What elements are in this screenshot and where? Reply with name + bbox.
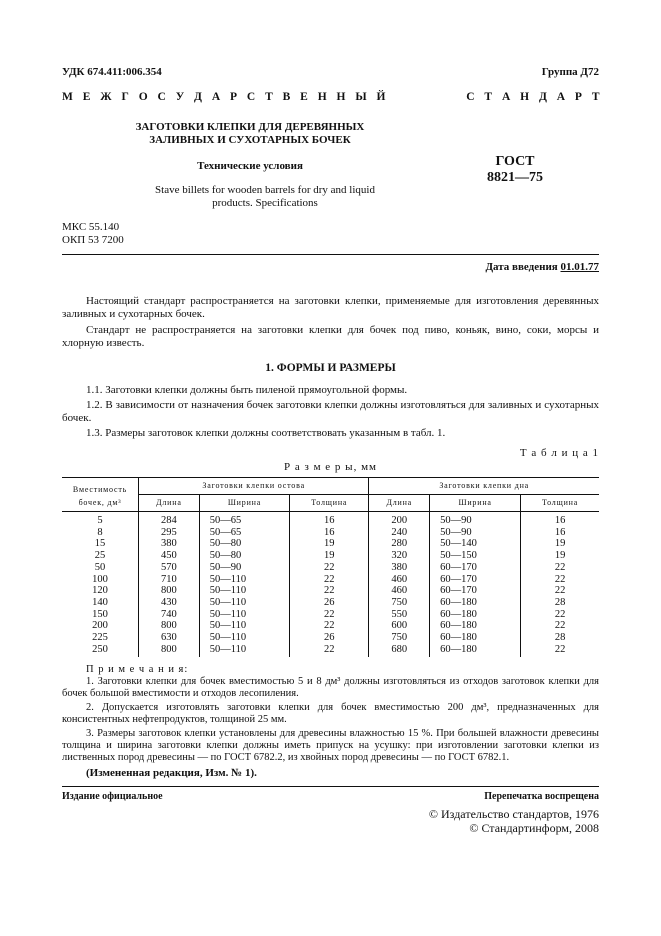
group-bottom-staves: Заготовки клепки дна <box>369 478 599 495</box>
table-row <box>62 644 599 658</box>
english-title: Stave billets for wooden barrels for dry and liquid products. Specifications <box>155 184 375 209</box>
table-cell: 22 <box>521 620 599 632</box>
table-row <box>62 527 599 539</box>
table-cell: 460 <box>369 585 430 597</box>
title-line-2: ЗАЛИВНЫХ И СУХОТАРНЫХ БОЧЕК <box>149 134 351 146</box>
table-cell: 50—80 <box>199 550 289 562</box>
table-cell: 60—180 <box>430 644 521 658</box>
table-cell: 16 <box>521 512 599 527</box>
table-row <box>62 562 599 574</box>
section-item: 1.3. Размеры заготовок клепки должны соответствовать указанным в табл. 1. <box>86 427 446 439</box>
table-cell: 800 <box>139 620 200 632</box>
section-items <box>62 384 599 440</box>
table-cell: 16 <box>290 527 369 539</box>
document-title <box>100 121 400 147</box>
table-cell: 50—80 <box>199 538 289 550</box>
table-row <box>62 609 599 621</box>
table-cell: 740 <box>139 609 200 621</box>
table-cell: 430 <box>139 597 200 609</box>
group-code: Группа Д72 <box>541 66 599 78</box>
table-cell: 60—170 <box>430 562 521 574</box>
gost-number: 8821—75 <box>487 170 543 185</box>
gost-word: ГОСТ <box>495 154 535 169</box>
table-cell: 60—180 <box>430 620 521 632</box>
effective-date <box>485 261 599 273</box>
table-cell: 50—65 <box>199 512 289 527</box>
gost-label <box>470 154 560 186</box>
note-item: 1. Заготовки клепки для бочек вместимостью 5 и 8 дм³ должны изготовляться из отходов заготовок клепки для бочек большой вместимости и отходов лесопиления. <box>62 676 599 699</box>
table-cell: 200 <box>92 620 108 632</box>
table-cell: 100 <box>92 573 108 585</box>
table-cell: 60—180 <box>430 597 521 609</box>
table-cell: 26 <box>290 597 369 609</box>
table-cell: 50—90 <box>430 527 521 539</box>
document-subtitle: Технические условия <box>197 160 303 172</box>
table-cell: 60—180 <box>430 609 521 621</box>
section-heading: 1. ФОРМЫ И РАЗМЕРЫ <box>265 362 396 374</box>
table-cell: 22 <box>521 574 599 586</box>
udk-code: УДК 674.411:006.354 <box>62 66 162 78</box>
table-cell: 284 <box>139 512 200 527</box>
table-cell: 50—110 <box>199 574 289 586</box>
col-thickness: Толщина <box>290 495 369 512</box>
table-cell: 280 <box>369 538 430 550</box>
table-cell: 60—170 <box>430 574 521 586</box>
table-cell: 22 <box>521 562 599 574</box>
table-cell: 16 <box>521 527 599 539</box>
table-cell: 5 <box>97 515 103 526</box>
table-cell: 60—170 <box>430 585 521 597</box>
copyright-2008: © Стандартинформ, 2008 <box>469 821 599 835</box>
table-caption: Т а б л и ц а 1 <box>519 447 599 459</box>
interstate-label: М Е Ж Г О С У Д А Р С Т В Е Н Н Ы Й <box>62 91 389 103</box>
table-row <box>62 512 599 527</box>
section-item: 1.2. В зависимости от назначения бочек заготовки клепки должны изготовляться для заливных и сухотарных бочек. <box>62 399 599 424</box>
col-length: Длина <box>369 495 430 512</box>
table-cell: 380 <box>139 538 200 550</box>
table-row <box>62 538 599 550</box>
intro-paragraph: Стандарт не распространяется на заготовки клепки для бочек под пиво, коньяк, вино, соки, морсы и хлорную известь. <box>62 324 599 349</box>
table-cell: 320 <box>369 550 430 562</box>
table-cell: 800 <box>139 644 200 658</box>
table-cell: 240 <box>369 527 430 539</box>
table-cell: 22 <box>290 574 369 586</box>
amendment-note: (Измененная редакция, Изм. № 1). <box>86 767 257 779</box>
table-cell: 600 <box>369 620 430 632</box>
table-cell: 750 <box>369 632 430 644</box>
notes <box>62 664 599 780</box>
table-cell: 630 <box>139 632 200 644</box>
table-cell: 120 <box>92 585 108 597</box>
table-cell: 22 <box>521 644 599 658</box>
mks-code: МКС 55.140 <box>62 221 120 233</box>
table-cell: 16 <box>290 512 369 527</box>
table-cell: 28 <box>521 597 599 609</box>
table-cell: 28 <box>521 632 599 644</box>
table-cell: 22 <box>290 620 369 632</box>
classification-codes <box>62 221 124 247</box>
col-width: Ширина <box>199 495 289 512</box>
table-cell: 22 <box>290 644 369 658</box>
table-cell: 50—90 <box>430 512 521 527</box>
table-cell: 460 <box>369 574 430 586</box>
note-item: 3. Размеры заготовок клепки установлены для древесины влажностью 15 %. При большей влажности древесины толщина и ширина заготовки клепки должны иметь припуск на усушку: при изготовлении заготовки клепки из лиственных пород древесины — по ГОСТ 6782.2, из хвойных пород древесины — по ГОСТ 6782.1. <box>62 728 599 763</box>
table-cell: 50—110 <box>199 620 289 632</box>
table-cell: 140 <box>92 596 108 608</box>
table-cell: 250 <box>92 643 108 655</box>
table-cell: 25 <box>94 550 106 562</box>
table-row <box>62 620 599 632</box>
table-cell: 50—90 <box>199 562 289 574</box>
table-cell: 50—65 <box>199 527 289 539</box>
col-capacity: Вместимость бочек, дм³ <box>62 478 139 512</box>
table-cell: 50—110 <box>199 609 289 621</box>
date-label: Дата введения <box>485 261 558 273</box>
table-cell: 50—110 <box>199 644 289 658</box>
table-cell: 19 <box>290 538 369 550</box>
table-row <box>62 632 599 644</box>
table-cell: 570 <box>139 562 200 574</box>
intro <box>62 295 599 350</box>
table-cell: 450 <box>139 550 200 562</box>
table-cell: 200 <box>369 512 430 527</box>
table-cell: 60—180 <box>430 632 521 644</box>
table-row <box>62 597 599 609</box>
note-item: 2. Допускается изготовлять заготовки клепки для бочек вместимостью 200 дм³, предназначенных для консистентных нефтепродуктов, толщиной 25 мм. <box>62 702 599 725</box>
col-length: Длина <box>139 495 200 512</box>
table-cell: 22 <box>290 585 369 597</box>
copyright <box>62 807 599 835</box>
table-cell: 550 <box>369 609 430 621</box>
group-body-staves: Заготовки клепки остова <box>139 478 369 495</box>
table-cell: 380 <box>369 562 430 574</box>
table-cell: 225 <box>92 632 108 644</box>
table-cell: 15 <box>94 538 106 550</box>
reprint-prohibited: Перепечатка воспрещена <box>484 791 599 802</box>
table-cell: 50—110 <box>199 585 289 597</box>
section-item: 1.1. Заготовки клепки должны быть пиленой прямоугольной формы. <box>86 384 408 396</box>
table-row <box>62 574 599 586</box>
table-cell: 750 <box>369 597 430 609</box>
table-cell: 22 <box>521 585 599 597</box>
table-cell: 19 <box>290 550 369 562</box>
table-cell: 26 <box>290 632 369 644</box>
standard-label: С Т А Н Д А Р Т <box>466 91 603 103</box>
table-cell: 295 <box>139 527 200 539</box>
table-cell: 50—140 <box>430 538 521 550</box>
table-cell: 19 <box>521 550 599 562</box>
table-cell: 680 <box>369 644 430 658</box>
notes-title: П р и м е ч а н и я: <box>86 664 189 675</box>
table-cell: 50 <box>94 561 106 573</box>
notes-and-footer <box>62 664 599 835</box>
divider <box>62 254 599 255</box>
title-line-1: ЗАГОТОВКИ КЛЕПКИ ДЛЯ ДЕРЕВЯННЫХ <box>135 121 365 133</box>
table-cell: 22 <box>521 609 599 621</box>
footer-row <box>62 791 599 803</box>
okp-code: ОКП 53 7200 <box>62 234 124 246</box>
table-cell: 22 <box>290 562 369 574</box>
table-row <box>62 585 599 597</box>
table-cell: 800 <box>139 585 200 597</box>
divider <box>62 786 599 787</box>
official-edition: Издание официальное <box>62 791 163 802</box>
table-cell: 710 <box>139 574 200 586</box>
table-units: Р а з м е р ы, мм <box>283 461 377 473</box>
dimensions-table <box>62 477 599 657</box>
col-thickness: Толщина <box>521 495 599 512</box>
table-cell: 22 <box>290 609 369 621</box>
table-cell: 19 <box>521 538 599 550</box>
table-cell: 50—110 <box>199 597 289 609</box>
col-width: Ширина <box>430 495 521 512</box>
table-cell: 50—150 <box>430 550 521 562</box>
table-cell: 150 <box>92 608 108 620</box>
table-cell: 8 <box>97 526 103 538</box>
intro-paragraph: Настоящий стандарт распространяется на заготовки клепки, применяемые для изготовления деревянных заливных и сухотарных бочек. <box>62 295 599 320</box>
date-value: 01.01.77 <box>560 261 599 273</box>
table-cell: 50—110 <box>199 632 289 644</box>
copyright-1976: © Издательство стандартов, 1976 <box>428 807 599 821</box>
table-row <box>62 550 599 562</box>
